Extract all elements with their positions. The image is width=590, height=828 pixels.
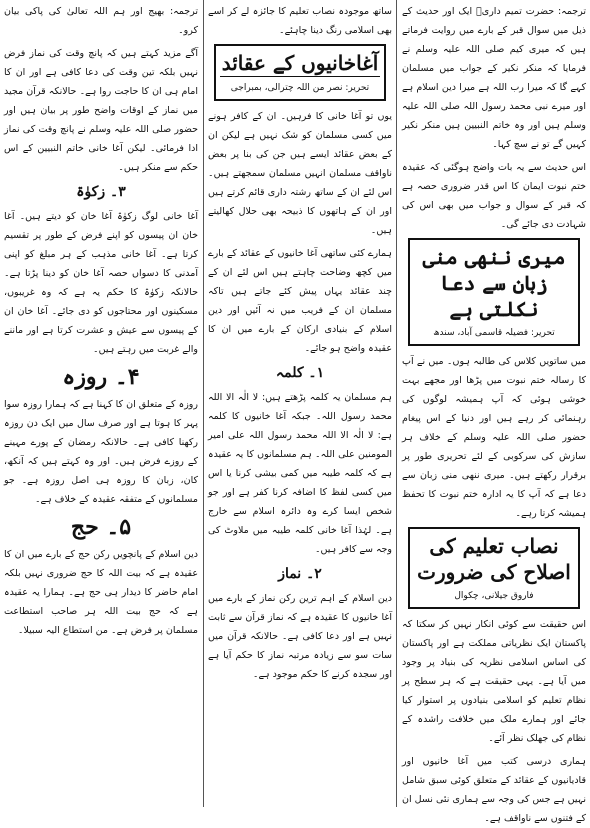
section-heading: ۱۔ کلمہ [275,365,325,381]
paragraph: ترجمہ: بھیج اور ہم اللہ تعالیٰ کی پاکی بیان کرو۔ [4,6,198,36]
paragraph: ہم مسلمان یہ کلمہ پڑھتے ہیں: لا الٰہ الا اللہ محمد رسول اللہ۔ جبکہ آغا خانیوں کا کلمہ ہے: لا الٰہ الا اللہ محمد رسول اللہ علی امیر المومنین علی اللہ۔ ہم مسلمانوں کا یہ عقیدہ ہے کہ کلمہ طیبہ میں کمی بیشی کرنا یا اس میں کسی لفظ کا اضافہ کرنا کفر ہے اور جو شخص ایسا کرے وہ دائرہ اسلام سے خارج ہے۔ لہٰذا آغا خانی کلمہ طیبہ میں ملاوٹ کی وجہ سے کافر ہیں۔ [208,392,392,555]
paragraph: روزہ کے متعلق ان کا کہنا ہے کہ ہمارا روزہ سوا پہر کا ہوتا ہے اور صرف سال میں ایک دن روزہ رکھنا کافی ہے۔ حالانکہ رمضان کے پورے مہینے کے روزے فرض ہیں۔ اور وہ کہتے ہیں کہ آنکھ، کان، زبان کا روزہ ہی اصل روزہ ہے۔ جو مسلمانوں کے متفقہ عقیدہ کے خلاف ہے۔ [4,399,198,505]
article-author: فاروق جیلانی، چکوال [454,591,534,601]
paragraph: ہماری درسی کتب میں آغا خانیوں اور قادیانیوں کے عقائد کے متعلق کوئی سبق شامل نہیں ہے جس کی وجہ سے ہماری نئی نسل ان کے فتنوں سے ناواقف ہے۔ [402,756,586,824]
paragraph: ساتھ موجودہ نصاب تعلیم کا جائزہ لے کر اسے بھی اسلامی رنگ دینا چاہئے۔ [208,6,392,36]
section-heading: ۴۔ روزہ [62,364,140,390]
article-author: تحریر: فضیلہ قاسمی آباد، سندھ [433,328,555,338]
right-column [398,0,590,824]
paragraph: اس حقیقت سے کوئی انکار نہیں کر سکتا کہ پاکستان ایک نظریاتی مملکت ہے اور پاکستان کی اساس اسلامی نظریہ کی بنیاد پر وجود میں آیا ہے۔ یہی حقیقت ہے کہ ہر سطح پر نظام تعلیم کو اسلامی بنیادوں پر استوار کیا جائے اور ہمارے ملک میں خلافت راشدہ کے نظام کی جھلک نظر آئے۔ [402,619,586,744]
paragraph: آغا خانی لوگ زکوٰۃ آغا خان کو دیتے ہیں۔ آغا خان ان پیسوں کو اپنے فرض کے طور پر تقسیم کرتا ہے۔ آغا خانی مذہب کے ہر مبلغ کو اپنی آمدنی کا دسواں حصہ آغا خان کو دینا پڑتا ہے۔ حالانکہ زکوٰۃ کا حکم یہ ہے کہ وہ غریبوں، مسکینوں اور محتاجوں کو دی جائے۔ آغا خان ان کے پیسوں سے عیش و عشرت کرتا ہے اور ماننے والے غربت میں رہتے ہیں۔ [4,211,198,355]
section-heading: ۲۔ نماز [278,566,322,582]
paragraph: آگے مزید کہتے ہیں کہ پانچ وقت کی نماز فرض نہیں بلکہ تین وقت کی دعا کافی ہے اور ان کا امام ہی ان کا حاجت روا ہے۔ حالانکہ قرآن مجید میں نماز کے اوقات واضح طور پر بیان ہیں اور حضور صلی اللہ علیہ وسلم نے پانچ وقت کی نماز ادا فرمائی۔ لیکن آغا خانی خاتم النبیین کے اس حکم سے منکر ہیں۔ [4,48,198,173]
article-title-box [214,44,386,101]
section-heading: ۳۔ زکوٰۃ [76,184,126,200]
paragraph: میں ساتویں کلاس کی طالبہ ہوں۔ میں نے آپ کا رسالہ ختم نبوت میں پڑھا اور مجھے بہت خوشی ہوئی کہ آپ ہمیشہ لوگوں کی رہنمائی کر رہے ہیں اور دنیا کے اس پیغام حضور صلی اللہ علیہ وسلم کے خلاف ہر سازش کی سرکوبی کے لئے تحریری طور پر برقرار رکھتے ہیں۔ میری ننھی منی زبان سے دعا ہے کہ آپ کا یہ ادارہ ختم نبوت کا تحفظ ہمیشہ کرتا رہے۔ [402,356,586,519]
paragraph: یوں تو آغا خانی کا فرہیں۔ ان کے کافر ہونے میں کسی مسلمان کو شک نہیں ہے لیکن ان کے بعض عقائد ایسے ہیں جن کی بنا پر بعض ناواقف مسلمان انہیں مسلمان سمجھتے ہیں۔ اس لئے ان کے ساتھ رشتہ داری قائم کرتے ہیں اور ان کے ہاتھوں کا ذبیحہ بھی حلال کھالیتے ہیں۔ [208,111,392,236]
article-title: میری ننھی منی زبان سے دعا نکلتی ہے [422,245,566,321]
article-title-box [408,527,580,609]
paragraph: ترجمہ: حضرت تمیم داریؓ ایک اور حدیث کے ذیل میں سوال قبر کے بارے میں روایت فرماتے ہیں کہ میری کیم صلی اللہ علیہ وسلم نے فرمایا کہ منکر نکیر کے جواب میں مسلمان کہے گا کہ میرا رب اللہ ہے میرا دین اسلام ہے اور میرے نبی محمد رسول اللہ صلی اللہ علیہ وسلم ہیں اور وہ خاتم النبیین ہیں منکر نکیر کہیں گے تو نے سچ کہا۔ [402,6,586,150]
section-heading: ۵۔ حج [70,514,132,540]
paragraph: دین اسلام کے اہم ترین رکن نماز کے بارے میں آغا خانیوں کا عقیدہ ہے کہ نماز قرآن سے ثابت نہیں ہے اور دعا کافی ہے۔ حالانکہ قرآن میں سات سو سے زیادہ مرتبہ نماز کا حکم آیا ہے اور سجدہ کرنے کا حکم موجود ہے۔ [208,593,392,680]
article-title: آغاخانیوں کے عقائد [221,51,379,75]
article-title-box [408,238,580,346]
article-title: نصاب تعلیم کی اصلاح کی ضرورت [417,534,571,584]
paragraph: اس حدیث سے یہ بات واضح ہوگئی کہ عقیدہ ختم نبوت ایمان کا اس قدر ضروری حصہ ہے کہ قبر کے سوال و جواب میں بھی اس کی شہادت دی جائے گی۔ [402,162,586,230]
paragraph: ہمارے کئی ساتھی آغا خانیوں کے عقائد کے بارے میں کچھ وضاحت چاہتے ہیں اس لئے ان کے چند عقائد یہاں پیش کئے جاتے ہیں تاکہ مسلمان ان کے فریب میں نہ آئیں اور دین اسلام کے بنیادی ارکان کے بارے میں ان کا عقیدہ واضح ہو جائے۔ [208,248,392,354]
paragraph: دین اسلام کے پانچویں رکن حج کے بارے میں ان کا عقیدہ ہے کہ بیت اللہ کا حج ضروری نہیں بلکہ امام حاضر کا دیدار ہی حج ہے۔ ہمارا یہ عقیدہ ہے کہ حج بیت اللہ ہر صاحب استطاعت مسلمان پر فرض ہے۔ من استطاع الیہ سبیلا۔ [4,549,198,636]
middle-column [203,0,397,807]
left-column [0,0,202,807]
article-author: تحریر: نصر من اللہ چترالی، بمبراجی [230,83,370,93]
